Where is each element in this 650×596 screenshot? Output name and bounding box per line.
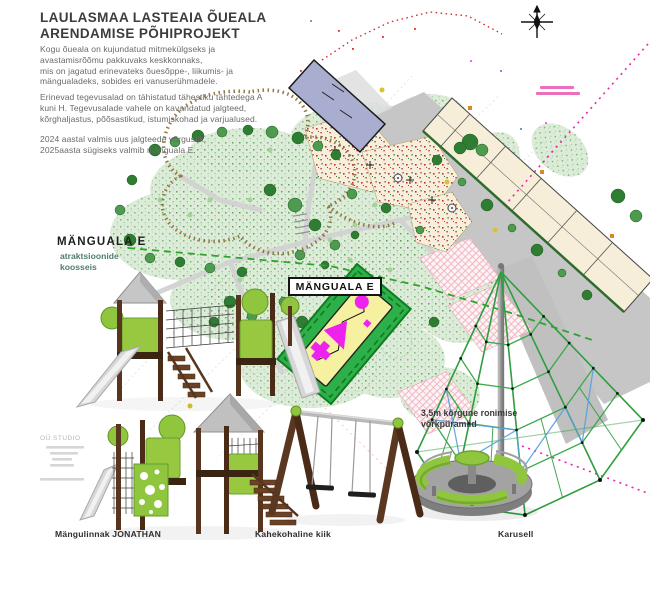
- zone-e-sub-line1: atraktsioonide: [60, 251, 119, 261]
- zone-e-heading: MÄNGUALA E: [57, 236, 147, 248]
- intro-p2-line3: kõrghaljastus, põõsastikud, istumiskohad ja varjualused.: [40, 113, 258, 124]
- intro-p3-line1: 2024 aastal valmis uus jalgteede võrgustik.: [40, 134, 207, 144]
- pyramid-annotation: [421, 408, 517, 430]
- page-title: [40, 10, 267, 42]
- page-title-line1: LAULASMAA LASTEAIA ÕUEALA: [40, 10, 267, 25]
- intro-paragraph-2: [40, 92, 263, 124]
- map-area-label: MÄNGUALA E: [288, 277, 382, 296]
- intro-paragraph-3: [40, 134, 206, 156]
- intro-paragraph-1: [40, 44, 233, 87]
- zone-e-sub-line2: koosseis: [60, 261, 97, 272]
- zone-e-subheading: [60, 251, 119, 272]
- equipment-label-carousel: Karusell: [498, 529, 534, 539]
- watermark-block: [40, 434, 84, 481]
- pyramid-annotation-line2: võrkpüramiid: [421, 419, 477, 429]
- intro-p3-line2: 2025aasta sügiseks valmib mänguala E.: [40, 144, 196, 155]
- page-title-line2: ARENDAMISE PÕHIPROJEKT: [40, 26, 241, 41]
- intro-p2-line1: Erinevad tegevusalad on tähistatud tähestiku tähtedega A: [40, 92, 263, 102]
- compass-rose-icon: [521, 6, 553, 38]
- equipment-label-swing: Kahekohaline kiik: [255, 529, 331, 539]
- intro-p1-line4: mängualadeks, sobides eri vanuserühmadele.: [40, 76, 218, 87]
- intro-p1-line3: mis on jagatud erinevateks õuesõppe-, liikumis- ja: [40, 65, 234, 76]
- watermark-text: OÜ STUDIO: [40, 435, 81, 442]
- intro-p2-line2: kuni H. Tegevusalade vahele on kavandatud jalgteed,: [40, 102, 247, 113]
- intro-p1-line2: avastamisrõõmu pakkuvaks keskkonnaks,: [40, 54, 203, 65]
- intro-p1-line1: Kogu õueala on kujundatud mitmekülgseks ja: [40, 44, 216, 54]
- equipment-label-tower: Mängulinnak JONATHAN: [55, 529, 162, 539]
- pyramid-annotation-line1: 3,5m kõrgune ronimise: [421, 408, 518, 418]
